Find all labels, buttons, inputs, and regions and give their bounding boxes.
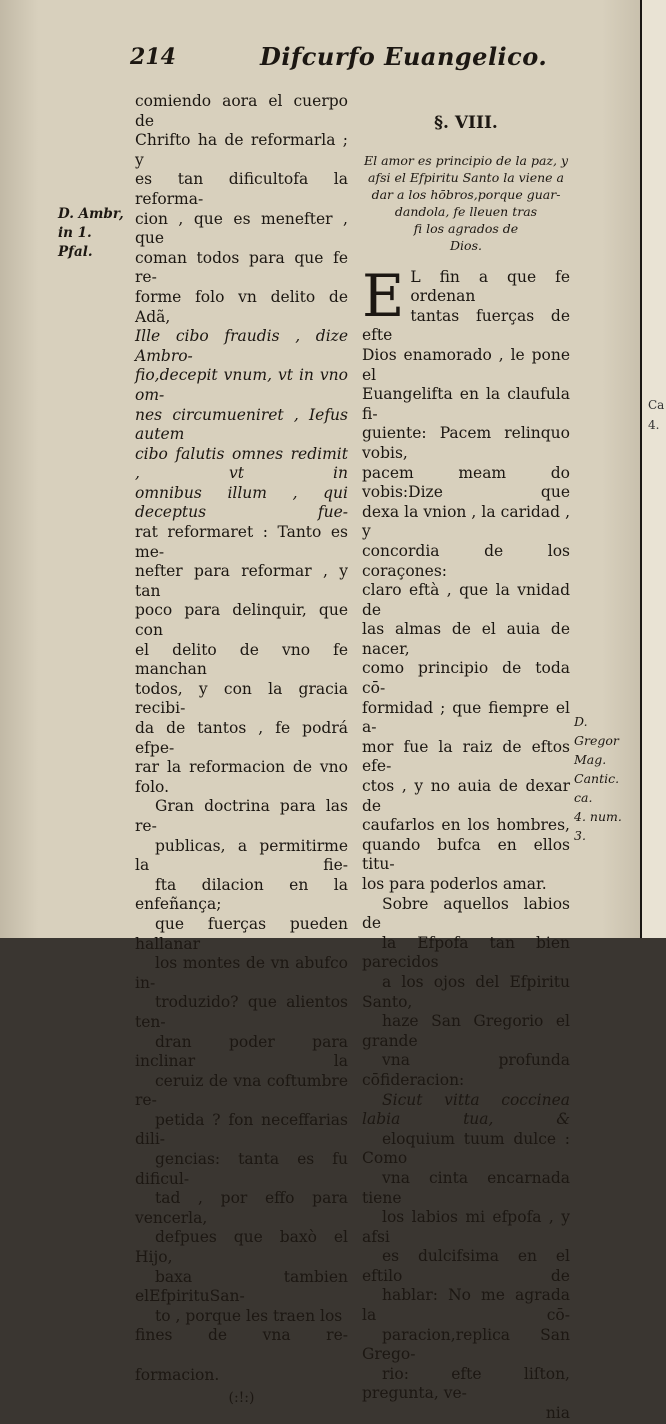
margin-note-line: in 1. Pfal.	[58, 225, 93, 260]
text-line: claro eftà , que la vnidad de	[362, 581, 570, 619]
text-line: comiendo aora el cuerpo de	[135, 92, 348, 130]
text-line: publicas, a permitirme la fie-	[135, 836, 348, 875]
text-line: dexa la vnion , la caridad , y	[362, 502, 570, 541]
text-line: Dios enamorado , le pone el	[362, 345, 570, 384]
margin-note-line: D. Gregor	[574, 714, 619, 748]
left-paragraph-1	[135, 92, 348, 797]
margin-note-line: Cantic. ca.	[574, 771, 620, 805]
text-line: eloquium tuum dulce : Como	[362, 1129, 570, 1168]
text-line: formacion.	[135, 1365, 220, 1384]
text-line: paracion,replica San Grego-	[362, 1325, 570, 1364]
text-line: pacem meam do vobis:Dize que	[362, 463, 570, 502]
right-column	[362, 92, 570, 1424]
page-header	[130, 38, 630, 74]
text-line: los para poderlos amar.	[362, 875, 547, 893]
text-line: coman todos para que fe re-	[135, 248, 348, 287]
edge-text: 4.	[648, 418, 660, 432]
text-line: las almas de el auia de nacer,	[362, 620, 570, 658]
margin-note-line: 4. num. 3.	[574, 809, 622, 843]
text-line: gencias: tanta es fu dificul-	[135, 1150, 348, 1188]
text-line: omnibus illum , qui deceptus fue-	[135, 483, 348, 522]
text-line: rar la reformacion de vno	[135, 758, 348, 777]
text-line: Gran doctrina para las re-	[135, 797, 348, 835]
text-line: troduzido? que alientos ten-	[135, 993, 348, 1031]
text-line: a los ojos del Efpiritu Santo,	[362, 972, 570, 1011]
text-line: mor fue la raiz de eftos efe-	[362, 737, 570, 776]
text-line: to , porque les traen los	[155, 1306, 343, 1325]
summary-line: afsi el Efpiritu Santo la viene a	[368, 169, 564, 185]
page-number: 214	[130, 44, 176, 70]
text-line: caufarlos en los hombres,	[362, 816, 570, 835]
text-line: rio: efte liſton, pregunta, ve-	[362, 1364, 570, 1403]
edge-text: Ca	[648, 398, 665, 412]
text-line: vna cinta encarnada tiene	[362, 1168, 570, 1207]
text-line: nes circumueniret , Iefus autem	[135, 405, 348, 444]
text-line: ceruiz de vna coftumbre re-	[135, 1071, 348, 1110]
text-line: la Efpofa tan bien parecidos	[362, 933, 570, 972]
summary-line: El amor es principio de la paz, y	[363, 152, 569, 168]
text-line: vna profunda cōfideracion:	[362, 1051, 570, 1089]
text-line: fines de vna re-	[135, 1326, 348, 1345]
text-line: folo.	[135, 777, 170, 796]
text-line: quando bufca en ellos titu-	[362, 835, 570, 874]
section-summary	[362, 152, 570, 254]
text-line: formidad ; que fiempre el a-	[362, 698, 570, 737]
text-line: L fin a que fe ordenan	[410, 267, 570, 306]
right-paragraph-1	[362, 261, 570, 895]
summary-line: Dios.	[450, 237, 482, 253]
text-line: como principio de toda cō-	[362, 659, 570, 698]
text-line: tad , por effo para vencerla,	[135, 1189, 348, 1227]
text-line: guiente: Pacem relinquo vobis,	[362, 424, 570, 462]
text-line: Sobre aquellos labios de	[362, 894, 570, 933]
summary-line: dar a los hōbros,porque guar-	[371, 186, 561, 202]
text-line: tantas fuerças de efte	[362, 306, 570, 345]
section-heading: §. VIII.	[434, 113, 498, 133]
text-line: Chrifto ha de reformarla ; y	[135, 131, 348, 169]
text-line: nefter para reformar , y tan	[135, 562, 348, 600]
text-line: petida ? fon neceffarias dili-	[135, 1110, 348, 1149]
text-line: fta dilacion en la enfeñança;	[135, 875, 348, 914]
left-margin-note	[58, 205, 128, 262]
running-title: Difcurfo Euangelico.	[260, 42, 548, 71]
margin-note-line: D. Ambr,	[58, 206, 124, 222]
text-line: todos, y con la gracia recibi-	[135, 679, 348, 718]
text-line: ctos , y no auia de dexar de	[362, 777, 570, 815]
text-line: concordia de los coraçones:	[362, 541, 570, 580]
text-line: cibo falutis omnes redimit , vt in	[135, 444, 348, 483]
catchword-text: nia	[545, 1404, 570, 1423]
text-line: Ille cibo fraudis , dize Ambro-	[135, 327, 348, 365]
text-line: el delito de vno fe manchan	[135, 640, 348, 679]
text-line: da de tantos , fe podrá efpe-	[135, 719, 348, 757]
text-line: poco para delinquir, que con	[135, 601, 348, 640]
text-line: cion , que es menefter , que	[135, 209, 348, 248]
catchword	[362, 1404, 570, 1424]
right-margin-note	[574, 712, 636, 845]
text-line: Euangelifta en la claufula fi-	[362, 385, 570, 423]
text-line: es dulcifsima en el eftilo de	[362, 1247, 570, 1285]
text-line: los labios mi efpofa , y afsi	[362, 1208, 570, 1246]
text-line: Sicut vitta coccinea labia tua, &	[362, 1090, 570, 1129]
text-line: hablar: No me agrada la cō-	[362, 1286, 570, 1325]
text-line: los montes de vn abufco in-	[135, 954, 348, 992]
summary-line: fi los agrados de	[413, 220, 519, 236]
text-line: que fuerças pueden hallanar	[135, 914, 348, 953]
text-line: rat reformaret : Tanto es me-	[135, 523, 348, 561]
text-line: forme folo vn delito de Adã,	[135, 287, 348, 326]
text-line: haze San Gregorio el grande	[362, 1012, 570, 1050]
margin-note-line: Mag.	[574, 752, 607, 767]
next-page-edge	[640, 0, 666, 938]
drop-cap: E	[362, 261, 405, 330]
section-ornament: (:!:)	[228, 1390, 255, 1407]
text-line: es tan dificultofa la reforma-	[135, 170, 348, 208]
text-line: dran poder para inclinar la	[135, 1032, 348, 1071]
left-column	[135, 92, 348, 1409]
text-line: baxa tambien elEfpirituSan-	[135, 1267, 348, 1306]
right-paragraph-2	[362, 895, 570, 1404]
text-line: defpues que baxò el Hijo,	[135, 1228, 348, 1267]
left-paragraph-2	[135, 797, 348, 1326]
summary-line: dandola, fe lleuen tras	[394, 203, 538, 219]
text-line: fio,decepit vnum, vt in vno om-	[135, 366, 348, 404]
left-closing-lines	[135, 1326, 348, 1385]
